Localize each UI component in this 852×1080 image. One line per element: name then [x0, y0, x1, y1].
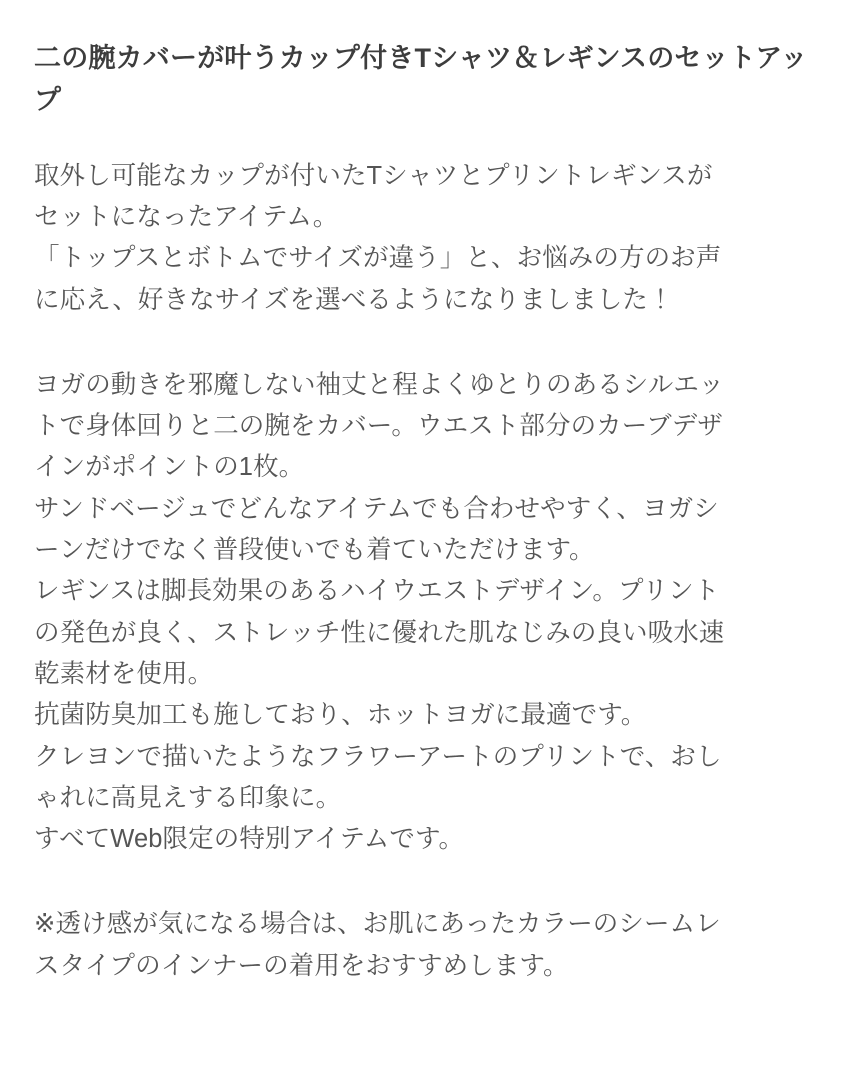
- description-line: ゃれに高見えする印象に。: [34, 783, 342, 812]
- description-line: インがポイントの1枚。: [34, 453, 305, 482]
- description-line: に応え、好きなサイズを選べるようになりましました！: [34, 285, 674, 314]
- description-line: ※透け感が気になる場合は、お肌にあったカラーのシームレ: [34, 910, 721, 939]
- description-line: サンドベージュでどんなアイテムでも合わせやすく、ヨガシ: [34, 494, 719, 523]
- description-line: ーンだけでなく普段使いでも着ていただけます。: [34, 536, 595, 565]
- description-line: クレヨンで描いたようなフラワーアートのプリントで、おし: [34, 742, 722, 771]
- description-line: 取外し可能なカップが付いたTシャツとプリントレギンスが: [34, 161, 713, 190]
- description-line: セットになったアイテム。: [34, 202, 339, 231]
- page-title: 二の腕カバーが叶うカップ付きTシャツ＆レギンスのセットアップ: [34, 43, 808, 115]
- description-line: ヨガの動きを邪魔しない袖丈と程よくゆとりのあるシルエッ: [34, 370, 725, 399]
- description-line: すべてWeb限定の特別アイテムです。: [34, 825, 465, 854]
- description-line: 「トップスとボトムでサイズが違う」と、お悩みの方のお声: [34, 244, 722, 273]
- description-line: 乾素材を使用。: [34, 659, 214, 688]
- description-line: 抗菌防臭加工も施しており、ホットヨガに最適です。: [34, 701, 647, 730]
- description-line: トで身体回りと二の腕をカバー。ウエスト部分のカーブデザ: [34, 412, 723, 441]
- description-line: スタイプのインナーの着用をおすすめします。: [34, 951, 569, 980]
- description-paragraph-1: [34, 156, 818, 321]
- description-line: レギンスは脚長効果のあるハイウエストデザイン。プリント: [34, 577, 720, 606]
- description-line: の発色が良く、ストレッチ性に優れた肌なじみの良い吸水速: [34, 618, 725, 647]
- description-paragraph-2: [34, 365, 818, 861]
- description-paragraph-3: [34, 904, 818, 987]
